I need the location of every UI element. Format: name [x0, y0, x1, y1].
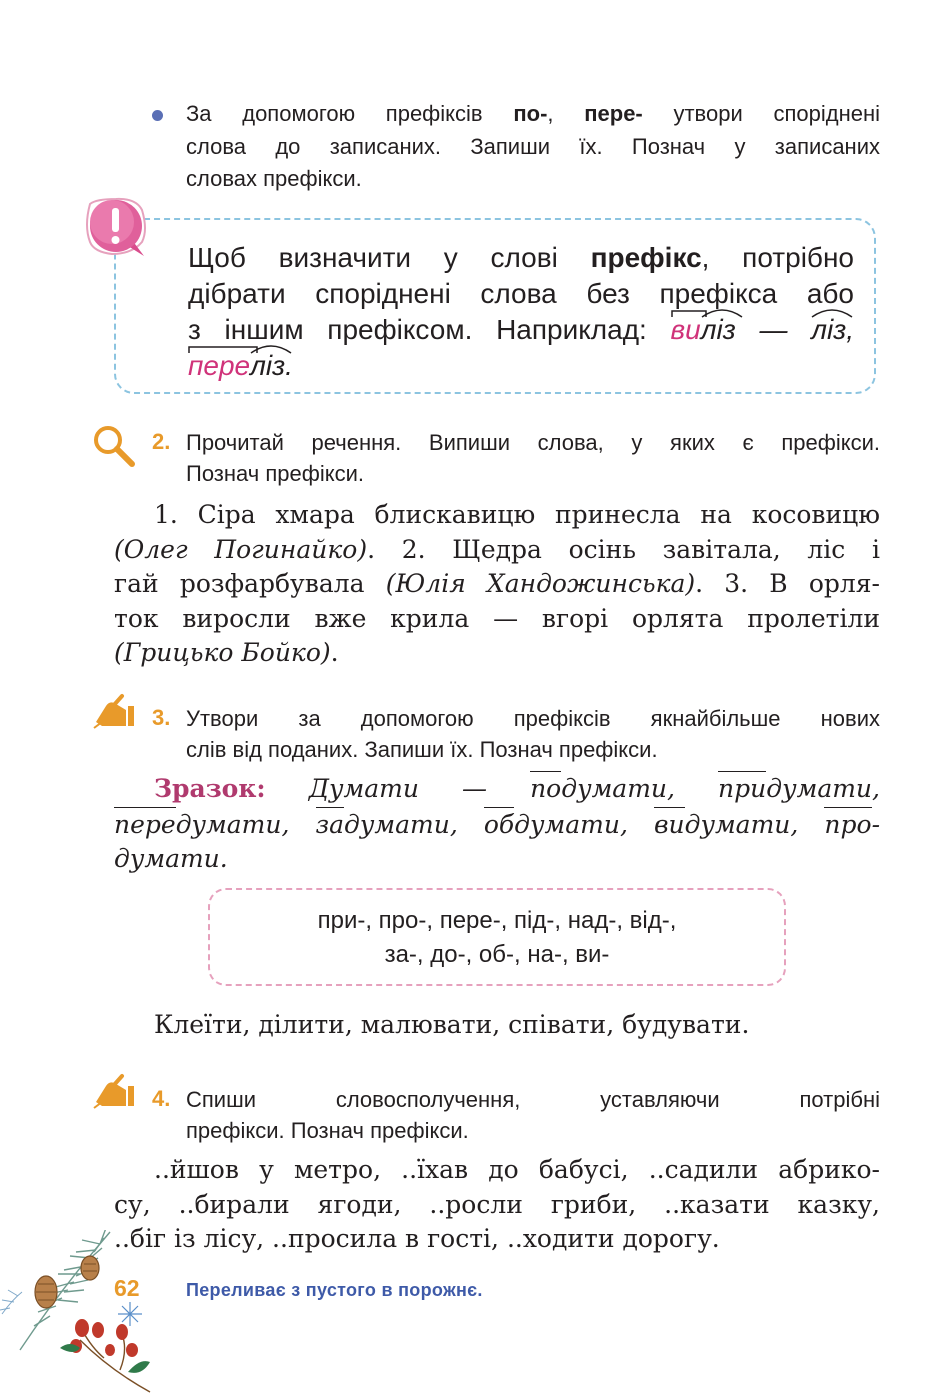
- intro-instruction: За допомогою префіксів по-, пере- утвори споріднені слова до записаних. Запиши їх. Познач у записаних словах префікси.: [186, 101, 880, 191]
- task4-text: ..йшов у метро, ..їхав до бабусі, ..садили абрико- су, ..бирали ягоди, ..росли гриби, ..казати казку, ..біг із лісу, ..просила в гості, ..ходити дорогу.: [114, 1155, 880, 1253]
- writing-hand-icon: [92, 1072, 136, 1112]
- root-mark: ліз: [811, 312, 846, 348]
- task-number: 2.: [152, 429, 171, 454]
- task2-instruction: Прочитай речення. Випиши слова, у яких є префікси. Познач префікси.: [186, 430, 880, 486]
- pine-branch-decoration: [0, 1230, 160, 1394]
- root-mark: ліз: [250, 348, 285, 384]
- writing-hand-icon: [92, 692, 136, 732]
- task4-instruction: Спиши словосполучення, уставляючи потрібні префікси. Познач префікси.: [186, 1087, 880, 1143]
- task3-instruction: Утвори за допомогою префіксів якнайбільше нових слів від поданих. Запиши їх. Познач префікси.: [186, 706, 880, 762]
- task-number: 4.: [152, 1086, 171, 1111]
- task-number: 3.: [152, 705, 171, 730]
- prefix-mark: пере: [188, 348, 250, 384]
- rule-text: Щоб визначити у слові префікс, потрібно дібрати споріднені слова без префікса або з іншим префіксом. Наприклад: ви ліз — ліз , пере ліз .: [188, 240, 854, 384]
- proverb: Переливає з пустого в порожнє.: [186, 1280, 483, 1300]
- task3-words: Клеїти, ділити, малювати, співати, будувати.: [154, 1010, 750, 1039]
- root-mark: ліз: [701, 312, 736, 348]
- page-number: 62: [114, 1275, 140, 1301]
- prefix-mark: ви: [671, 312, 701, 348]
- exclamation-icon: [82, 196, 150, 258]
- task3-sample: Зразок: Думати — подумати, придумати, передумати, задумати, обдумати, видумати, про- думати.: [114, 771, 880, 877]
- prefix-list: при-, про-, пере-, під-, над-, від-, за-, до-, об-, на-, ви-: [317, 907, 677, 968]
- bullet-marker: [152, 110, 163, 121]
- magnifier-icon: [92, 424, 136, 468]
- task2-text: 1. Сіра хмара блискавицю принесла на косовицю (Олег Погинайко). 2. Щедра осінь завітала, ліс і гай розфарбувала (Юлія Хандожинська). 3. В орля- ток виросли вже крила — вгорі орлята пролетіли (Грицько Бойко).: [114, 500, 880, 667]
